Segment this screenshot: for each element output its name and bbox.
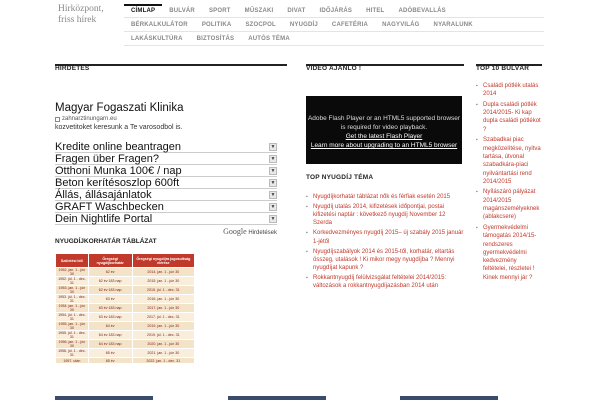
ad-link-text: Dein Nightlife Portal xyxy=(55,212,153,225)
ads-heading: HIRDETÉS xyxy=(55,65,90,72)
main-nav xyxy=(124,4,544,46)
table-cell: 65 év xyxy=(88,349,132,358)
ad-link[interactable] xyxy=(55,201,277,213)
list-item[interactable]: ▪ Nyugdíjszabályok 2014 és 2015-től, korhatár, eltartás összeg, utalások ! Ki mikor megy nyugdíjba ? Mennyi nyugdíjat kapunk ? xyxy=(306,248,464,273)
google-logo: Google xyxy=(223,227,247,236)
nav-item[interactable]: SZOCPOL xyxy=(245,22,276,28)
table-header-cell: Öregségi nyugdíjkorhatár xyxy=(88,254,132,268)
html5-upgrade-link[interactable]: Learn more about upgrading to an HTML5 browser xyxy=(310,142,458,149)
ad-link-text: Kredite online beantragen xyxy=(55,140,181,153)
right-column xyxy=(476,65,542,284)
table-row xyxy=(56,304,195,313)
table-row xyxy=(56,349,195,358)
table-cell: 64 év 183 nap xyxy=(88,331,132,340)
ad-link[interactable] xyxy=(55,153,277,165)
ad-domain-text: zahnarztinungarn.eu xyxy=(62,116,117,122)
table-cell: 1955. júl. 1 - dec. 31 xyxy=(56,331,89,340)
nav-item[interactable]: NAGYVILÁG xyxy=(382,22,420,28)
ad-description: kozvetitoket keresunk a Te varosodbol is. xyxy=(55,124,183,131)
table-cell: 64 év xyxy=(88,322,132,331)
ad-link-text: Fragen über Fragen? xyxy=(55,152,159,165)
table-cell: 1954. júl. 1 - dec. 31 xyxy=(56,313,89,322)
ad-link[interactable] xyxy=(55,177,277,189)
table-cell: 1957. után xyxy=(56,358,89,364)
pension-table[interactable] xyxy=(55,253,195,364)
nav-item[interactable]: NYARALUNK xyxy=(433,22,473,28)
video-player[interactable] xyxy=(306,96,462,164)
ad-link[interactable] xyxy=(55,141,277,153)
top-bulvar-heading: TOP 10 BULVÁR xyxy=(476,65,530,72)
footer-block-mid xyxy=(228,396,326,400)
ad-info-icon[interactable] xyxy=(55,117,60,122)
top-pension-heading: TOP NYUGDÍJ TÉMA xyxy=(306,174,374,181)
table-row xyxy=(56,322,195,331)
nav-item[interactable]: HITEL xyxy=(366,8,385,14)
nav-item[interactable]: SPORT xyxy=(208,8,231,14)
table-cell: 62 év xyxy=(88,268,132,277)
footer-block-right xyxy=(400,396,498,400)
table-row xyxy=(56,331,195,340)
nav-item[interactable]: BIZTOSÍTÁS xyxy=(196,36,235,42)
google-ads-suffix: Hirdetések xyxy=(248,230,277,236)
table-cell: 63 év 183 nap xyxy=(88,304,132,313)
top-bulvar-list xyxy=(476,82,542,282)
table-cell: 2020. jan. 1 - jún 30 xyxy=(132,340,194,349)
nav-item[interactable]: NYUGDÍJ xyxy=(289,22,318,28)
table-cell: 2014. jan. 1 - jún 30 xyxy=(132,268,194,277)
nav-row-1 xyxy=(124,4,544,18)
chevron-down-icon[interactable]: ▼ xyxy=(270,179,276,186)
chevron-down-icon[interactable]: ▼ xyxy=(270,155,276,162)
table-cell: 1956. jan. 1 - jún 30 xyxy=(56,340,89,349)
nav-item[interactable]: CAFETÉRIA xyxy=(331,22,369,28)
chevron-down-icon[interactable]: ▼ xyxy=(270,167,276,174)
list-item[interactable]: ▪ Korkedvezményes nyugdíj 2015– új szabály 2015 január 1-jétől xyxy=(306,229,464,246)
nav-item[interactable]: IDŐJÁRÁS xyxy=(319,8,353,14)
table-cell: 1953. jan. 1 - jún 30 xyxy=(56,286,89,295)
table-cell: 65 év xyxy=(88,358,132,364)
table-row xyxy=(56,277,195,286)
ad-domain[interactable] xyxy=(55,116,285,122)
ad-links-list xyxy=(55,141,277,225)
ad-title-link[interactable]: Magyar Fogaszati Klinika xyxy=(55,102,184,114)
table-header-cell: Öregségi nyugdíjra jogosultság elérése xyxy=(132,254,194,268)
table-row xyxy=(56,295,195,304)
list-item[interactable]: ▪ Nyugdíjkorhatár táblázat nők és férfiak esetén 2015 xyxy=(306,193,464,201)
table-row xyxy=(56,358,195,364)
top-pension-list xyxy=(306,193,464,291)
chevron-down-icon[interactable]: ▼ xyxy=(270,191,276,198)
table-cell: 1952. jan. 1 - jún 30 xyxy=(56,268,89,277)
table-row xyxy=(56,313,195,322)
list-item[interactable]: ▪ Szabadkai piac megközelítése, nyitva tartása, útvonal szabadkára-piaci nyilvántartási rend 2014/2015 xyxy=(476,136,542,186)
footer-block-left xyxy=(55,396,153,400)
video-heading: VIDEÓ AJÁNLÓ ! xyxy=(306,65,362,72)
nav-item[interactable]: POLITIKA xyxy=(201,22,232,28)
table-cell: 2021. jan. 1 - jún 30 xyxy=(132,349,194,358)
nav-item[interactable]: CÍMLAP xyxy=(124,4,162,17)
chevron-down-icon[interactable]: ▼ xyxy=(270,143,276,150)
table-cell: 1953. júl. 1 - dec. 31 xyxy=(56,295,89,304)
list-item[interactable]: ▪ Gyermekvédelmi támogatás 2014/15-rendszeres gyermekvédelmi kedvezmény feltételei, részletei ! Kinek mennyi jár ? xyxy=(476,224,542,282)
ad-link[interactable] xyxy=(55,189,277,201)
site-logo[interactable]: Hírközpont, friss hírek xyxy=(58,4,104,25)
list-item[interactable]: ▪ Dupla családi pótlék 2014/2015- Ki kap dupla családi pótlékot ? xyxy=(476,101,542,134)
table-cell: 2019. jan. 1 - jún 30 xyxy=(132,322,194,331)
flash-player-link[interactable]: Get the latest Flash Player xyxy=(345,133,423,140)
list-item[interactable]: ▪ Nyugdíj utalás 2014, kifizetések időpontjai, postai kifizetési naptár : következő nyugdíj November 12 Szerda xyxy=(306,203,464,228)
table-cell: 2017. jan. 1 - jún 30 xyxy=(132,304,194,313)
table-cell: 62 év 183 nap xyxy=(88,277,132,286)
video-message: Adobe Flash Player or an HTML5 supported browser is required for video playback. xyxy=(307,115,461,131)
table-cell: 2022. jan. 1 - dec. 31 xyxy=(132,358,194,364)
table-cell: 2015. jan. 1 - jún 30 xyxy=(132,277,194,286)
nav-item[interactable]: LAKÁSKULTÚRA xyxy=(131,36,183,42)
nav-item[interactable]: DIVAT xyxy=(287,8,306,14)
ad-link-text: Otthoni Munka 100€ / nap xyxy=(55,164,182,177)
table-cell: 2017. júl. 1 - dec. 31 xyxy=(132,313,194,322)
nav-row-2 xyxy=(124,18,544,32)
nav-item[interactable]: BULVÁR xyxy=(169,8,195,14)
table-cell: 63 év xyxy=(88,295,132,304)
nav-item[interactable]: ADÓBEVALLÁS xyxy=(398,8,446,14)
table-header-cell: Születési idő xyxy=(56,254,89,268)
table-cell: 63 év 183 nap xyxy=(88,313,132,322)
table-cell: 1954. jan. 1 - jún 30 xyxy=(56,304,89,313)
table-cell: 1952. júl. 1 - dec. 31 xyxy=(56,277,89,286)
nav-item[interactable]: MŰSZAKI xyxy=(244,8,274,14)
table-row xyxy=(56,286,195,295)
list-item[interactable]: ▪ Nyílászáró pályázat 2014/2015 magánszemélyeknek (ablakcsere) xyxy=(476,188,542,221)
nav-item[interactable]: BÉRKALKULÁTOR xyxy=(131,22,188,28)
chevron-down-icon[interactable]: ▼ xyxy=(270,215,276,222)
table-row xyxy=(56,268,195,277)
table-cell: 62 év 183 nap xyxy=(88,286,132,295)
table-cell: 1956. júl. 1 - dec. 31 xyxy=(56,349,89,358)
list-item[interactable]: ▪ Családi pótlék utalás 2014 xyxy=(476,82,542,99)
table-cell: 64 év 183 nap xyxy=(88,340,132,349)
table-cell: 2015. júl. 1 - dec. 31 xyxy=(132,286,194,295)
table-cell: 1955. jan. 1 - jún 30 xyxy=(56,322,89,331)
ad-link[interactable] xyxy=(55,165,277,177)
nav-item[interactable]: AUTÓS TÉMA xyxy=(248,36,290,42)
chevron-down-icon[interactable]: ▼ xyxy=(270,203,276,210)
table-cell: 2019. júl. 1 - dec. 31 xyxy=(132,331,194,340)
left-column xyxy=(55,65,285,364)
pension-table-heading: NYUGDÍJKORHATÁR TÁBLÁZAT xyxy=(55,238,157,245)
ad-link-text: Állás, állásajánlatok xyxy=(55,188,152,201)
table-cell: 2016. jan. 1 - jún 30 xyxy=(132,295,194,304)
ad-link-text: GRAFT Waschbecken xyxy=(55,200,164,213)
google-ads-label[interactable] xyxy=(55,227,277,236)
table-row xyxy=(56,340,195,349)
nav-row-3 xyxy=(124,32,544,46)
ad-link-text: Beton kerítésoszlop 600ft xyxy=(55,176,180,189)
list-item[interactable]: ▪ Rokkantnyugdíj felülvizsgálat feltételei 2014/2015: változások a rokkantnyugdíjazásban 2014 után xyxy=(306,274,464,291)
ad-link[interactable] xyxy=(55,213,277,225)
mid-column xyxy=(306,65,464,292)
